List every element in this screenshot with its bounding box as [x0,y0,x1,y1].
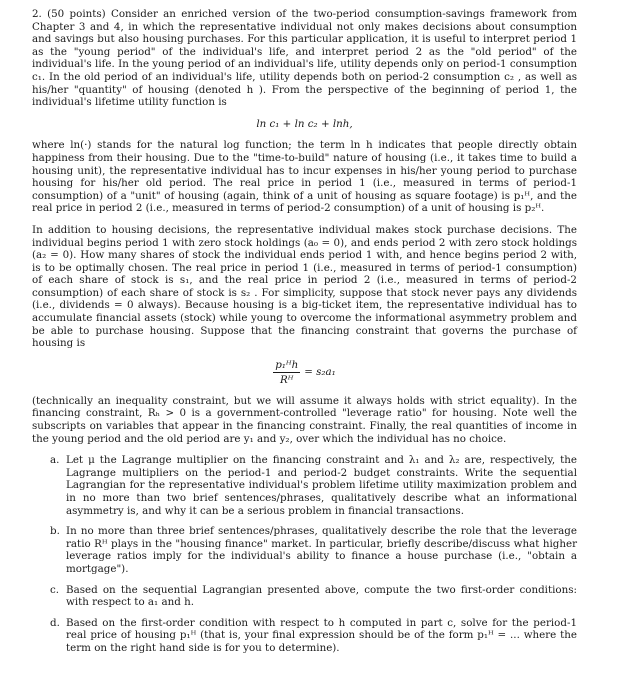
constraint-fraction [273,359,300,386]
question-item-b [50,525,577,575]
question-text: Based on the sequential Lagrangian presented above, compute the two first-order conditions: with respect to a₁ and h. [66,583,577,609]
question-text: Let μ the Lagrange multiplier on the financing constraint and λ₁ and λ₂ are, respectively, the Lagrange multipliers on the period-1 and period-2 budget constraints. Write the sequential Lagrangian for the representative individual's problem lifetime utility maximization problem and in no more than two brief sentences/phrases, qualitatively describe what an informational asymmetry is, and why it can be a serious problem in financial transactions. [66,454,577,517]
financing-constraint-equation [32,359,577,386]
after-constraint-paragraph: (technically an inequality constraint, but we will assume it always holds with strict equality). In the financing constraint, Rₕ > 0 is a government-controlled "leverage ratio" for housing. Note well the subscripts on variables that appear in the financing constraint. Finally, the real quantities of income in the young period and the old period are y₁ and y₂, over which the individual has no choice. [32,394,577,445]
problem-intro: 2. (50 points) Consider an enriched version of the two-period consumption-savings framework from Chapter 3 and 4, in which the representative individual not only makes decisions about consumption and savings but also housing purchases. For this particular application, it is useful to interpret period 1 as the "young period" of the individual's life, and interpret period 2 as the "old period" of the individual's life. In the young period of an individual's life, utility depends only on period-1 consumption c₁. In the old period of an individual's life, utility depends both on period-2 consumption c₂ , as well as his/her "quantity" of housing (denoted h ). From the perspective of the beginning of period 1, the individual's lifetime utility function is [32,8,577,109]
question-label: b. [50,525,60,538]
question-item-d [50,617,577,655]
question-label: d. [50,616,60,629]
stock-paragraph: In addition to housing decisions, the representative individual makes stock purchase decisions. The individual begins period 1 with zero stock holdings (a₀ = 0), and ends period 2 with zero stock holdings (a₂ = 0). How many shares of stock the individual ends period 1 with, and hence begins period 2 with, is to be optimally chosen. The real price in period 1 (i.e., measured in terms of period-1 consumption) of each share of stock is s₁, and the real price in period 2 (i.e., measured in terms of period-2 consumption) of each share of stock is s₂ . For simplicity, suppose that stock never pays any dividends (i.e., dividends = 0 always). Because housing is a big-ticket item, the representative individual has to accumulate financial assets (stock) while young to overcome the informational asymmetry problem and be able to purchase housing. Suppose that the financing constraint that governs the purchase of housing is [32,223,577,350]
question-item-a [50,454,577,517]
question-text: In no more than three brief sentences/phrases, qualitatively describe the role that the leverage ratio Rᴴ plays in the "housing finance" market. In particular, briefly describe/discuss what higher leverage ratios imply for the individual's ability to finance a house purchase (i.e., "obtain a mortgage"). [66,525,577,575]
question-label: a. [50,454,60,467]
constraint-rhs: = s₂a₁ [304,366,336,379]
question-text: Based on the first-order condition with respect to h computed in part c, solve for the period-1 real price of housing p₁ᴴ (that is, your final expression should be of the form p₁ᴴ = ... where the term on the right hand side is for you to determine). [66,616,577,654]
utility-equation: ln c₁ + ln c₂ + lnh, [256,117,353,130]
housing-paragraph: where ln(·) stands for the natural log function; the term ln h indicates that people directly obtain happiness from their housing. Due to the "time-to-build" nature of housing (i.e., it takes time to build a housing unit), the representative individual has to incur expenses in his/her young period to purchase housing for his/her old period. The real price in period 1 (i.e., measured in terms of period-1 consumption) of a "unit" of housing (again, think of a unit of housing as square footage) is p₁ᴴ, and the real price in period 2 (i.e., measured in terms of period-2 consumption) of a unit of housing is p₂ᴴ. [32,139,577,215]
constraint-denominator: Rᴴ [279,373,294,386]
question-list [32,454,577,654]
constraint-numerator: p₁ᴴh [275,358,299,371]
question-label: c. [50,583,60,596]
question-item-c [50,584,577,609]
